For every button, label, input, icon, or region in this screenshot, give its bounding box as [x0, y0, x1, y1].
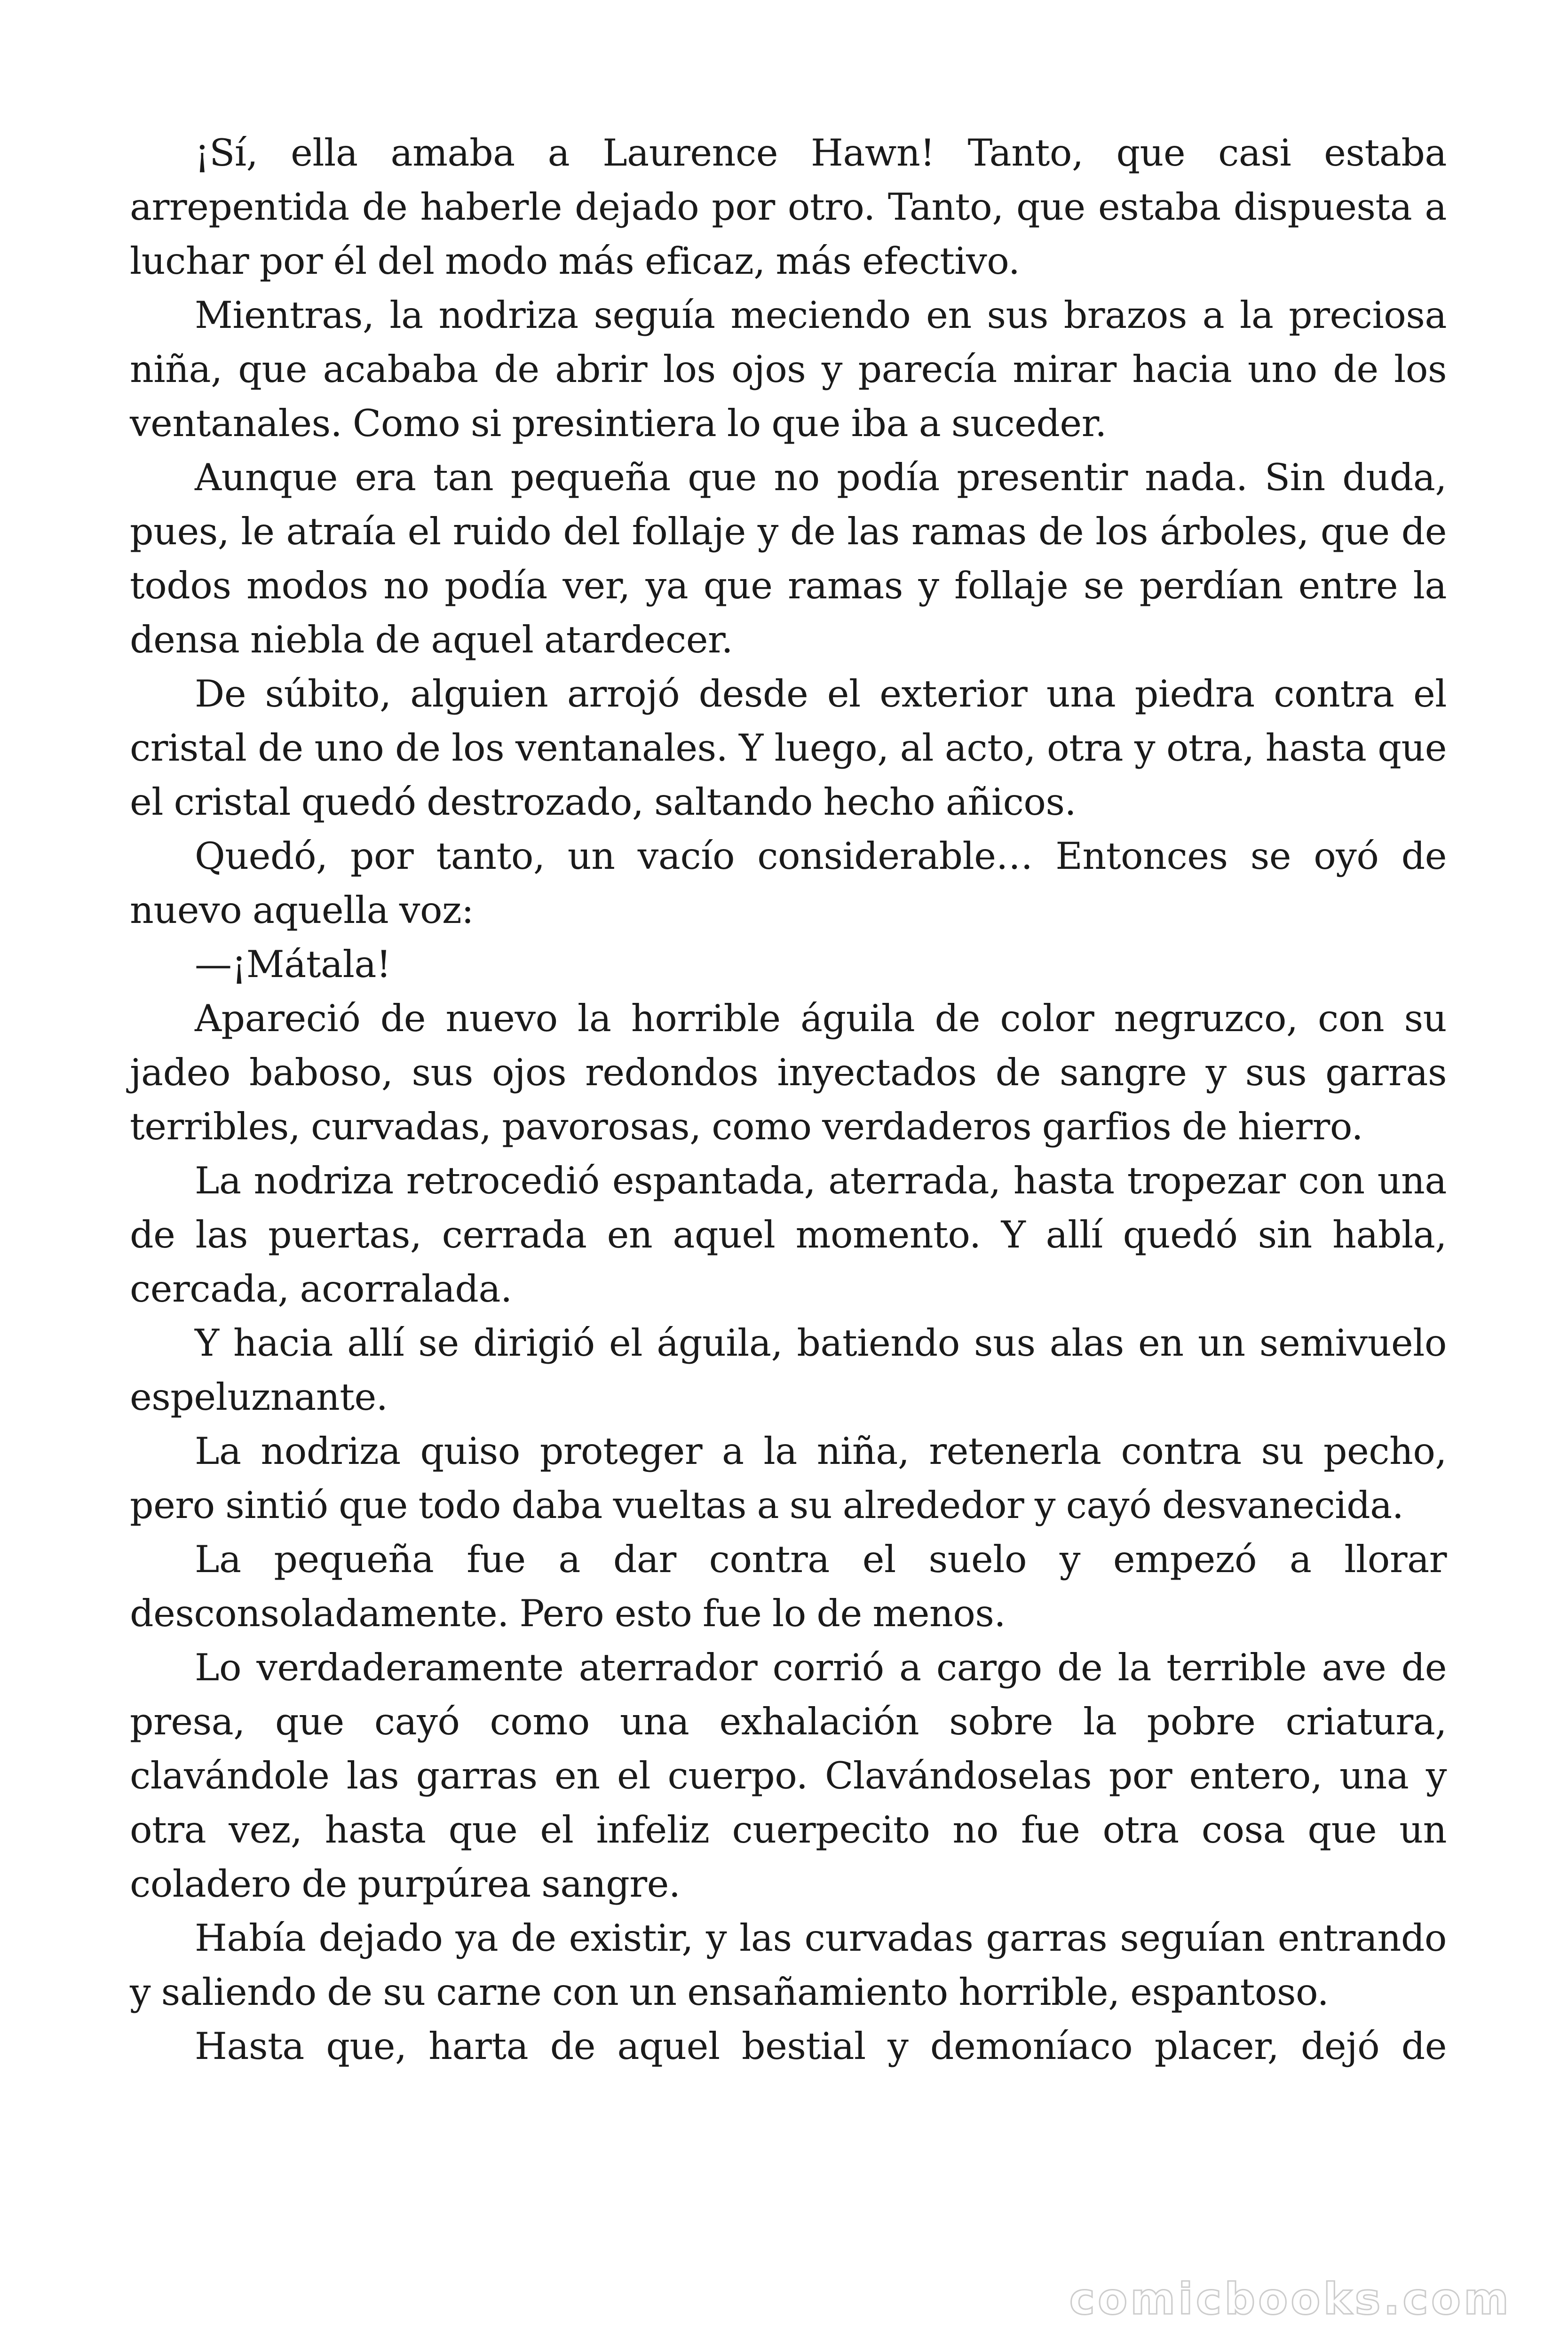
paragraph: Lo verdaderamente aterrador corrió a cargo de la terrible ave de presa, que cayó como una exhalación sobre la pobre criatura, clavándole las garras en el cuerpo. Clavándoselas por entero, una y otra vez, hasta que el infeliz cuerpecito no fue otra cosa que un coladero de purpúrea sangre.: [130, 1646, 1447, 1906]
dialogue-line: —¡Mátala!: [195, 943, 391, 986]
paragraph: Aunque era tan pequeña que no podía presentir nada. Sin duda, pues, le atraía el ruido del follaje y de las ramas de los árboles, que de todos modos no podía ver, ya que ramas y follaje se perdían entre la densa niebla de aquel atardecer.: [130, 456, 1447, 661]
paragraph: ¡Sí, ella amaba a Laurence Hawn! Tanto, que casi estaba arrepentida de haberle dejado por otro. Tanto, que estaba dispuesta a luchar por él del modo más eficaz, más efectivo.: [130, 131, 1447, 283]
body-text: [130, 126, 1447, 2074]
paragraph: Mientras, la nodriza seguía meciendo en sus brazos a la preciosa niña, que acababa de abrir los ojos y parecía mirar hacia uno de los ventanales. Como si presintiera lo que iba a suceder.: [130, 294, 1447, 445]
paragraph: La pequeña fue a dar contra el suelo y empezó a llorar desconsoladamente. Pero esto fue lo de menos.: [130, 1538, 1447, 1635]
paragraph-continued: Hasta que, harta de aquel bestial y demoníaco placer, dejó de: [195, 2025, 1447, 2068]
paragraph: Y hacia allí se dirigió el águila, batiendo sus alas en un semivuelo espeluznante.: [130, 1321, 1447, 1419]
paragraph: La nodriza quiso proteger a la niña, retenerla contra su pecho, pero sintió que todo daba vueltas a su alrededor y cayó desvanecida.: [130, 1430, 1447, 1527]
paragraph: Quedó, por tanto, un vacío considerable… Entonces se oyó de nuevo aquella voz:: [130, 834, 1447, 932]
site-watermark: comicbooks.com: [1069, 2274, 1512, 2324]
paragraph: Había dejado ya de existir, y las curvadas garras seguían entrando y saliendo de su carne con un ensañamiento horrible, espantoso.: [130, 1916, 1447, 2014]
paragraph: De súbito, alguien arrojó desde el exterior una piedra contra el cristal de uno de los ventanales. Y luego, al acto, otra y otra, hasta que el cristal quedó destrozado, saltando hecho añicos.: [130, 672, 1447, 824]
paragraph: Apareció de nuevo la horrible águila de color negruzco, con su jadeo baboso, sus ojos redondos inyectados de sangre y sus garras terribles, curvadas, pavorosas, como verdaderos garfios de hierro.: [130, 997, 1447, 1148]
paragraph: La nodriza retrocedió espantada, aterrada, hasta tropezar con una de las puertas, cerrada en aquel momento. Y allí quedó sin habla, cercada, acorralada.: [130, 1159, 1447, 1311]
